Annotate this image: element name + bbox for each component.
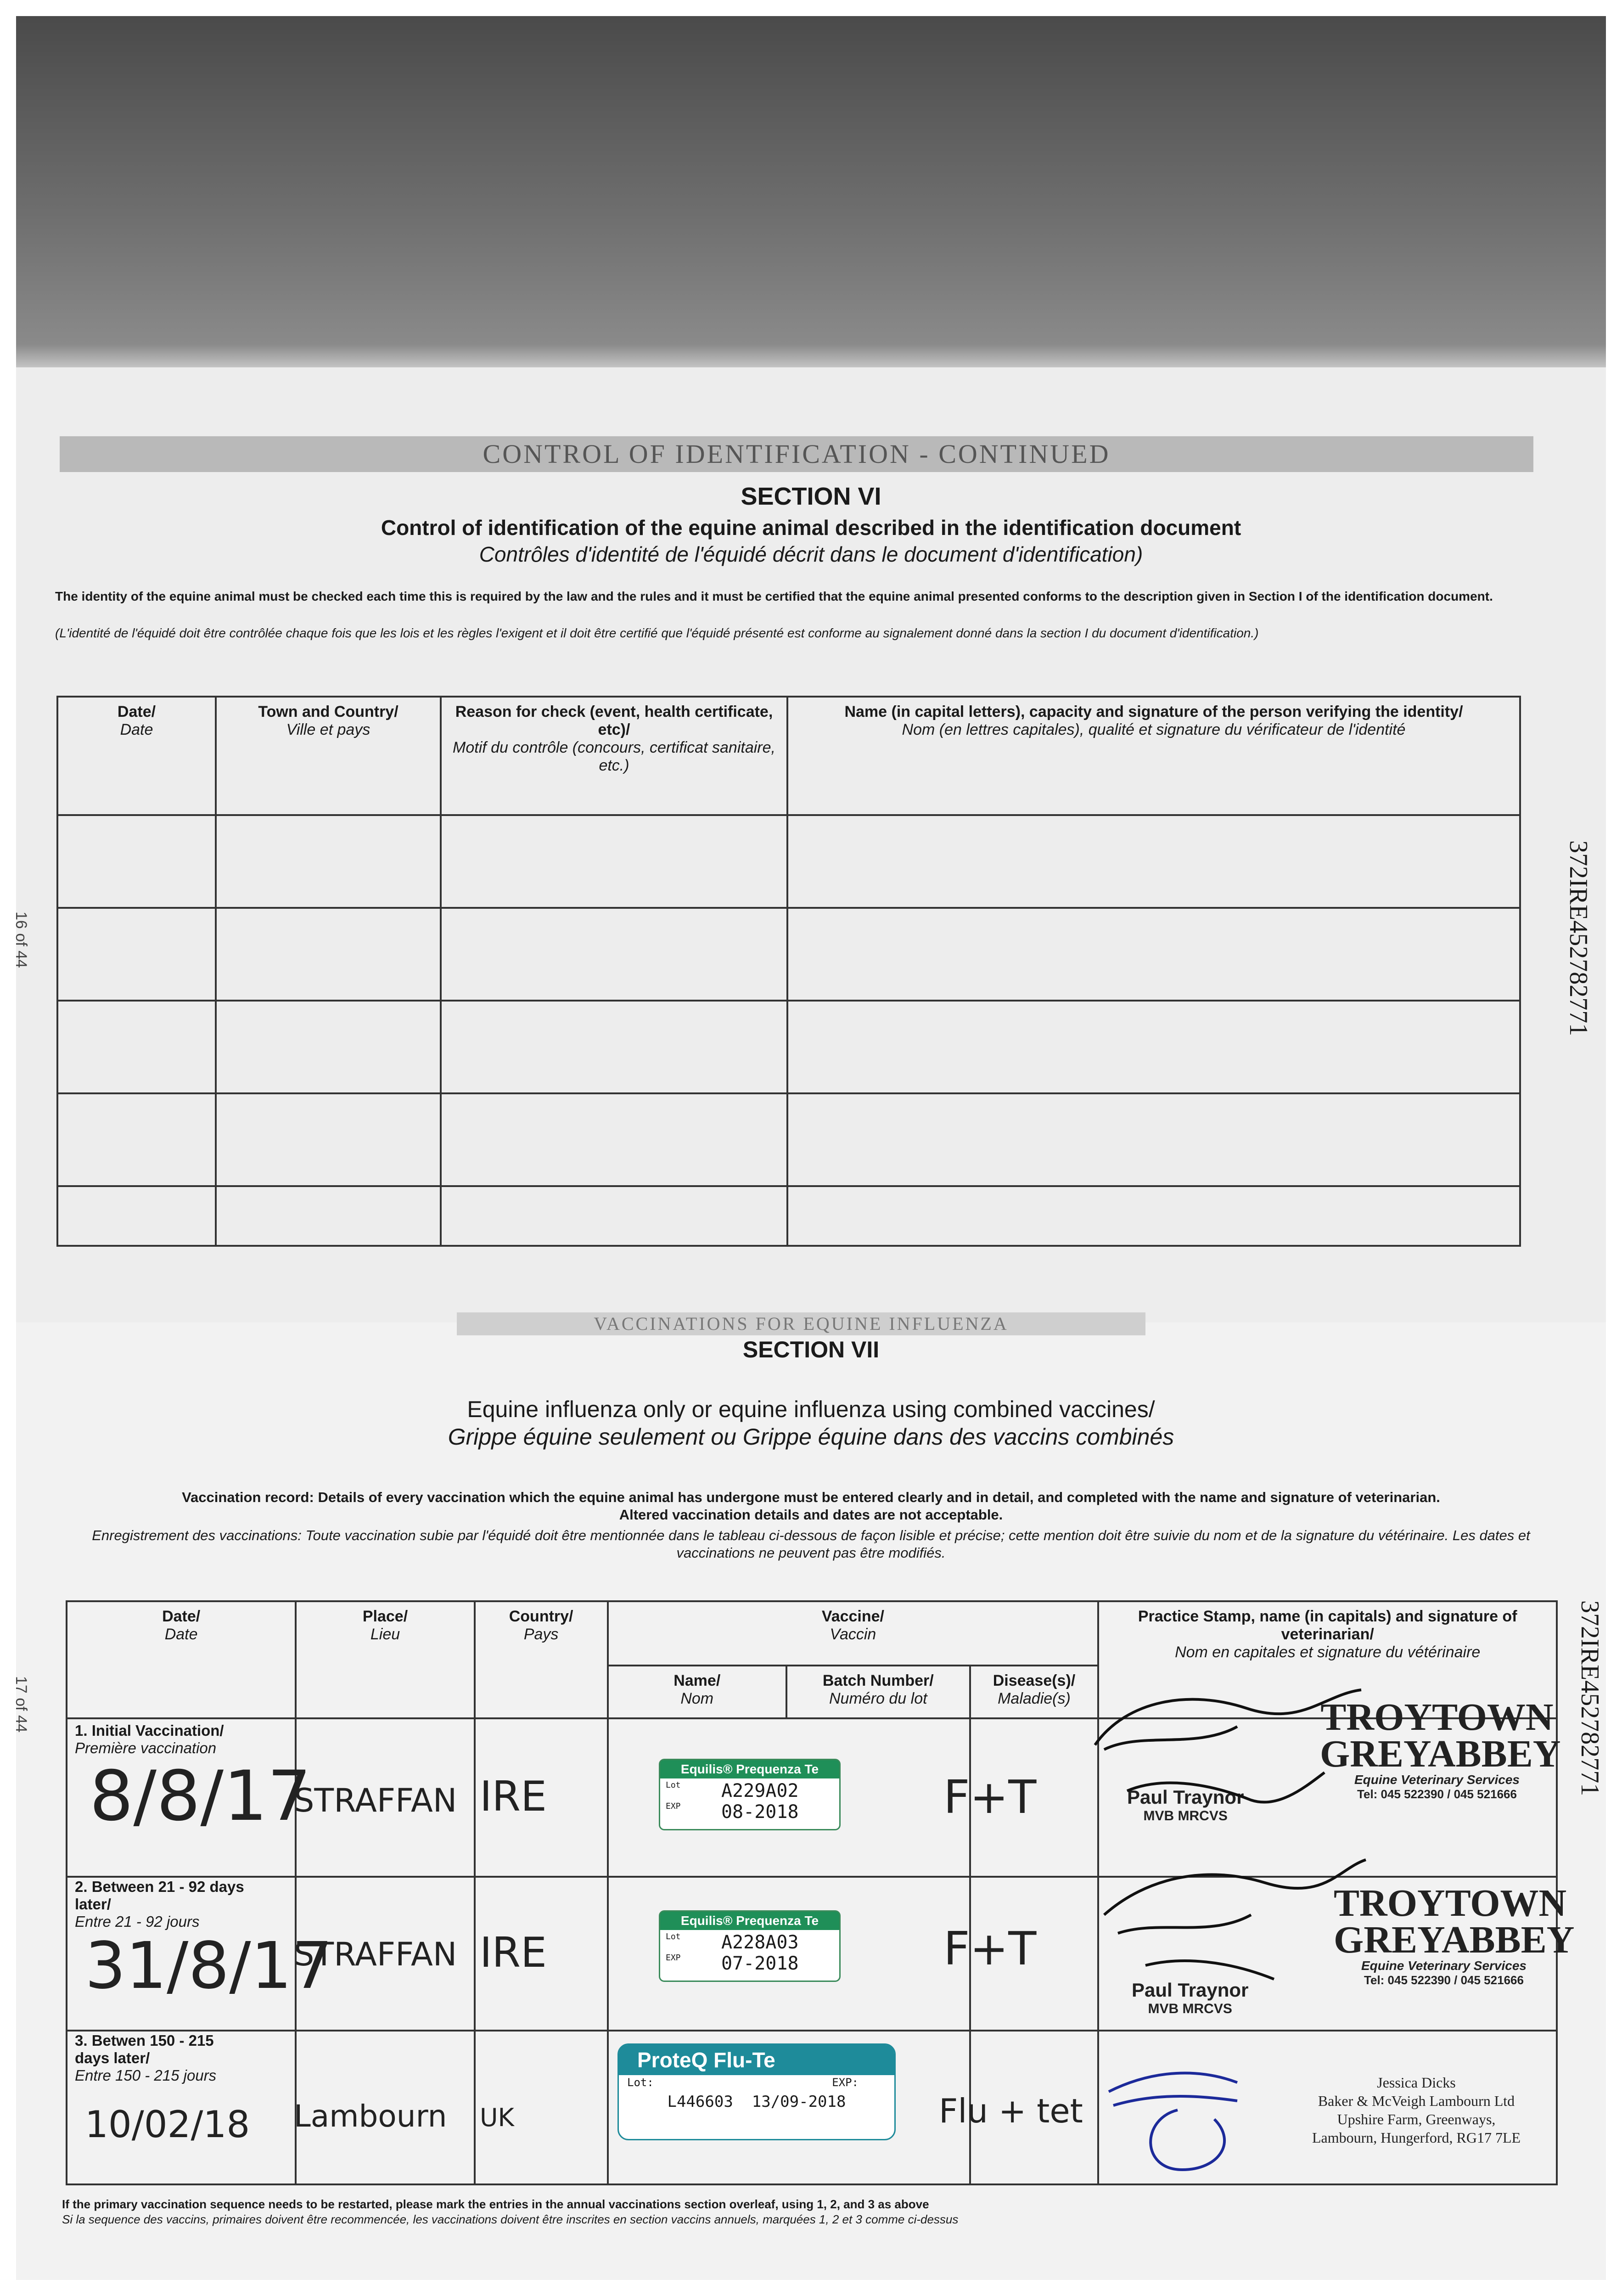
vaccination-record-en: Vaccination record: Details of every vaccination which the equine animal has undergone must be entered clearly and in detail, and completed with the name and signature of veterinarian. Altered vaccination details and dates are not acceptable. — [182, 1489, 1440, 1523]
section7-banner: VACCINATIONS FOR EQUINE INFLUENZA — [457, 1312, 1145, 1335]
col-verifier-header: Name (in capital letters), capacity and signature of the person verifying the identity/ Nom (en lettres capitales), qualité et signature du vérificateur de l'identité — [787, 697, 1520, 815]
date-cell[interactable] — [57, 1001, 216, 1093]
col-batch-header: Batch Number/ Numéro du lot — [786, 1666, 970, 1718]
reason-cell[interactable] — [441, 1186, 787, 1246]
row1-signature-icon — [1086, 1681, 1370, 1832]
table-row — [57, 1186, 1520, 1246]
reason-cell[interactable] — [441, 1093, 787, 1186]
table-row — [57, 815, 1520, 908]
row2-disease[interactable]: F+T — [943, 1922, 1037, 1975]
col-vaccine-header: Vaccine/ Vaccin — [608, 1601, 1099, 1666]
col-date-header: Date/ Date — [67, 1601, 296, 1718]
row1-vet-name: Paul Traynor MVB MRCVS — [1127, 1786, 1244, 1823]
verifier-cell[interactable] — [787, 1093, 1520, 1186]
reason-cell[interactable] — [441, 815, 787, 908]
verifier-cell[interactable] — [787, 815, 1520, 908]
town-cell[interactable] — [216, 1093, 441, 1186]
col-date-header: Date/ Date — [57, 697, 216, 815]
page-number-16: 16 of 44 — [12, 912, 30, 968]
table-row — [57, 908, 1520, 1001]
section6-instruction-en: The identity of the equine animal must be checked each time this is required by the law and the rules and it must be certified that the equine animal presented conforms to the description given in Section I of the identification document. — [55, 589, 1493, 603]
footer-note-en: If the primary vaccination sequence needs to be restarted, please mark the entries in the annual vaccinations section overleaf, using 1, 2, and 3 as above — [62, 2197, 929, 2211]
row1-practice-stamp: TROYTOWN GREYABBEY Equine Veterinary Services Tel: 045 522390 / 045 521666 — [1320, 1696, 1561, 1801]
section6-subtitle-fr: Contrôles d'identité de l'équidé décrit dans le document d'identification) — [479, 542, 1143, 566]
date-cell[interactable] — [57, 1093, 216, 1186]
vaccination-record-fr: Enregistrement des vaccinations: Toute vaccination subie par l'équidé doit être mentionnée dans le tableau ci-dessous de façon lisible et précise; cette mention doit être suivie du nom et de la signature du vétérinaire. Les dates et vaccinations ne peuvent pas être modifiés. — [92, 1527, 1530, 1561]
col-town-header: Town and Country/ Ville et pays — [216, 697, 441, 815]
row2-label: 2. Between 21 - 92 days later/ Entre 21 - 92 jours — [75, 1878, 244, 1930]
row3-vaccine-sticker: ProteQ Flu-Te Lot: EXP: L446603 13/09-2018 — [617, 2043, 896, 2140]
row2-country[interactable]: IRE — [480, 1929, 547, 1977]
identity-check-table — [56, 696, 1521, 1247]
date-cell[interactable] — [57, 815, 216, 908]
page-number-17: 17 of 44 — [12, 1676, 30, 1733]
reason-cell[interactable] — [441, 1001, 787, 1093]
scan-shadow-top — [16, 16, 1606, 344]
section6-title: SECTION VI — [741, 483, 881, 510]
row2-signature-icon — [1090, 1841, 1375, 1993]
town-cell[interactable] — [216, 1001, 441, 1093]
col-place-header: Place/ Lieu — [296, 1601, 474, 1718]
row1-place[interactable]: STRAFFAN — [294, 1782, 457, 1819]
row2-date[interactable]: 31/8/17 — [85, 1929, 333, 2003]
page-section-6 — [12, 367, 1606, 1322]
town-cell[interactable] — [216, 815, 441, 908]
vaccine-header-row — [67, 1601, 1557, 1666]
table-header-row — [57, 697, 1520, 815]
footer-note-fr: Si la sequence des vaccins, primaires doivent être recommencée, les vaccinations doivent être inscrites en section vaccins annuels, marquées 1, 2 et 3 comme ci-dessus — [62, 2212, 959, 2226]
col-vet-header: Practice Stamp, name (in capitals) and signature of veterinarian/ Nom en capitales et signature du vétérinaire — [1098, 1601, 1557, 1718]
col-name-header: Name/ Nom — [608, 1666, 787, 1718]
row1-label: 1. Initial Vaccination/ Première vaccination — [75, 1722, 224, 1756]
side-code-top: 372IRE452782771 — [1564, 840, 1593, 1036]
row1-country[interactable]: IRE — [480, 1773, 547, 1821]
col-disease-header: Disease(s)/ Maladie(s) — [970, 1666, 1099, 1718]
verifier-cell[interactable] — [787, 1186, 1520, 1246]
reason-cell[interactable] — [441, 908, 787, 1001]
row3-place[interactable]: Lambourn — [294, 2099, 447, 2134]
row1-date[interactable]: 8/8/17 — [90, 1756, 311, 1836]
section7-subtitle-fr: Grippe équine seulement ou Grippe équine dans des vaccins combinés — [448, 1424, 1174, 1450]
section7-title: SECTION VII — [742, 1337, 880, 1362]
verifier-cell[interactable] — [787, 1001, 1520, 1093]
section6-instruction-fr: (L'identité de l'équidé doit être contrôlée chaque fois que les lois et les règles l'exigent et il doit être certifié que l'équidé présenté est conforme au signalement donné dans la section I du document d'identification.) — [55, 626, 1259, 640]
section6-banner: CONTROL OF IDENTIFICATION - CONTINUED — [60, 436, 1533, 472]
row3-signature-icon — [1100, 2050, 1265, 2179]
town-cell[interactable] — [216, 1186, 441, 1246]
table-row — [57, 1001, 1520, 1093]
page-section-7 — [12, 1313, 1606, 2280]
verifier-cell[interactable] — [787, 908, 1520, 1001]
date-cell[interactable] — [57, 908, 216, 1001]
row1-vaccine-sticker: Equilis® Prequenza Te Lot A229A02 EXP 08-2018 — [659, 1759, 841, 1830]
section6-subtitle-en: Control of identification of the equine animal described in the identification document — [381, 516, 1241, 540]
side-code-bottom: 372IRE452782771 — [1576, 1600, 1604, 1796]
town-cell[interactable] — [216, 908, 441, 1001]
date-cell[interactable] — [57, 1186, 216, 1246]
row3-label: 3. Betwen 150 - 215 days later/ Entre 150 - 215 jours — [75, 2032, 217, 2084]
row2-place[interactable]: STRAFFAN — [294, 1936, 457, 1973]
row3-disease[interactable]: Flu + tet — [939, 2092, 1083, 2130]
row1-disease[interactable]: F+T — [943, 1770, 1037, 1824]
row3-practice-stamp: Jessica Dicks Baker & McVeigh Lambourn Ltd Upshire Farm, Greenways, Lambourn, Hungerford, RG17 7LE — [1312, 2074, 1521, 2146]
row2-vaccine-sticker: Equilis® Prequenza Te Lot A228A03 EXP 07-2018 — [659, 1910, 841, 1982]
col-reason-header: Reason for check (event, health certificate, etc)/ Motif du contrôle (concours, certificat sanitaire, etc.) — [441, 697, 787, 815]
col-country-header: Country/ Pays — [475, 1601, 608, 1718]
section7-subtitle-en: Equine influenza only or equine influenza using combined vaccines/ — [467, 1396, 1155, 1422]
row2-practice-stamp: TROYTOWN GREYABBEY Equine Veterinary Services Tel: 045 522390 / 045 521666 — [1334, 1882, 1575, 1987]
table-row — [57, 1093, 1520, 1186]
row2-vet-name: Paul Traynor MVB MRCVS — [1132, 1979, 1249, 2016]
row3-country[interactable]: UK — [480, 2103, 514, 2132]
row3-date[interactable]: 10/02/18 — [85, 2103, 250, 2146]
